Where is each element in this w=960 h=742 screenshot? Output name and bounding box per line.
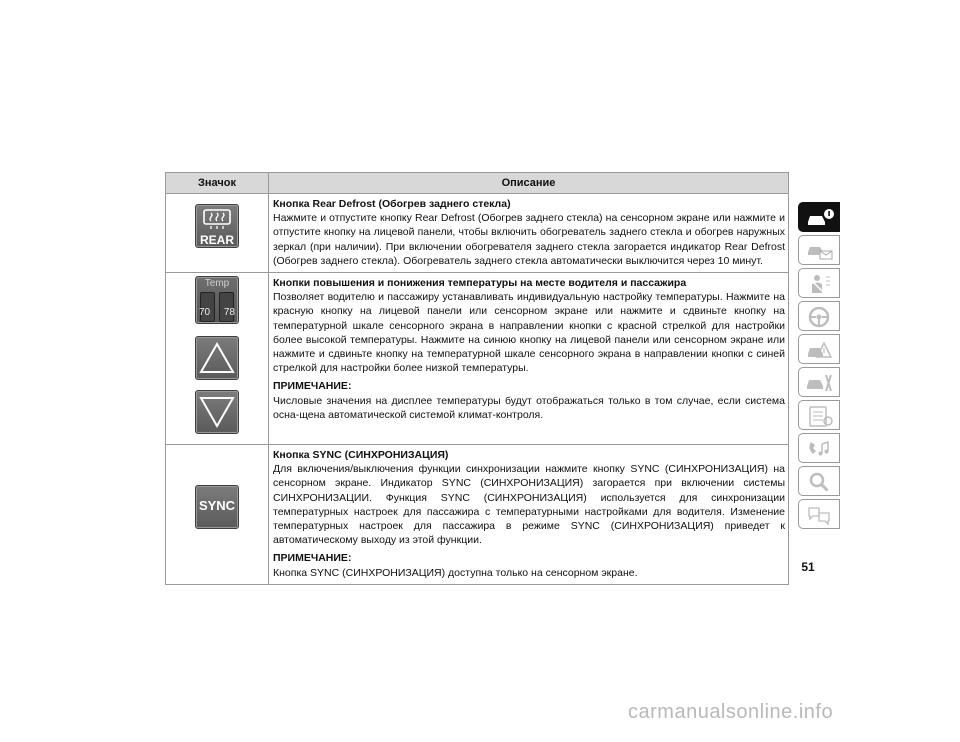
rear-defrost-icon xyxy=(195,204,239,248)
description-cell xyxy=(269,445,789,585)
row-title: Кнопка SYNC (СИНХРОНИЗАЦИЯ) xyxy=(273,449,449,462)
phone-music-icon xyxy=(805,438,835,460)
defrost-glyph-icon xyxy=(202,208,232,232)
chapter-tab-specifications[interactable] xyxy=(798,400,840,430)
chapter-tabs xyxy=(798,202,842,532)
note-title: ПРИМЕЧАНИЕ: xyxy=(273,380,352,393)
triangle-up-icon xyxy=(196,337,238,379)
table-row xyxy=(166,194,789,273)
chapter-tab-vehicle-info[interactable] xyxy=(798,202,840,232)
checklist-icon xyxy=(805,405,835,427)
chapter-tab-driving[interactable] xyxy=(798,301,840,331)
driver-temp-value: 70 xyxy=(199,307,211,319)
car-envelope-icon xyxy=(805,240,835,262)
temp-label: Temp xyxy=(204,278,230,290)
sync-icon xyxy=(195,485,239,529)
seat-belt-person-icon xyxy=(805,273,835,295)
icon-cell xyxy=(166,445,269,585)
row-text: Нажмите и отпустите кнопку Rear Defrost (Обогрев заднего стекла) на сенсорном экране или нажмите и отпустите кнопку на лицевой панели, чтобы включить обогреватель заднего стекла и обогрев наружных зеркал (при наличии). При включении обогревателя заднего стекла загорается индикатор Rear Defrost (Обогрев заднего стекла). Обогреватель заднего стекла автоматически выключится через 10 минут. xyxy=(273,212,785,267)
chapter-tab-emergencies[interactable] xyxy=(798,334,840,364)
row-title: Кнопки повышения и понижения температуры на месте водителя и пассажира xyxy=(273,277,687,290)
chapter-tab-getting-started[interactable] xyxy=(798,235,840,265)
temperature-icon xyxy=(195,276,239,324)
sync-label: SYNC xyxy=(198,498,236,514)
car-tools-icon xyxy=(805,372,835,394)
chapter-tab-index[interactable] xyxy=(798,499,840,529)
description-cell xyxy=(269,194,789,273)
note-text: Числовые значения на дисплее температуры будут отображаться только в том случае, если система осна-щена автоматической системой климат-контроля. xyxy=(273,394,785,421)
header-icon: Значок xyxy=(166,173,269,194)
chapter-tab-maintenance[interactable] xyxy=(798,367,840,397)
header-description: Описание xyxy=(269,173,789,194)
magnifier-icon xyxy=(805,471,835,493)
watermark: carmanualsonline.info xyxy=(628,701,834,723)
table-row xyxy=(166,273,789,445)
triangle-down-icon xyxy=(196,391,238,433)
description-cell xyxy=(269,273,789,445)
car-crash-icon xyxy=(805,339,835,361)
row-text: Для включения/выключения функции синхронизации нажмите кнопку SYNC (СИНХРОНИЗАЦИЯ) на сенсорном экране. Индикатор SYNC (СИНХРОНИЗАЦИЯ) загорается при включении системы СИНХРОНИЗАЦИИ. Функция SYNC (СИНХРОНИЗАЦИЯ) используется для синхронизации температурных настроек для пассажира с температурными настройками для водителя. Изменение температурных настроек для пассажира в режиме SYNC (СИНХРОНИЗАЦИЯ) приведет к автоматическому выходу из этой функции. xyxy=(273,463,785,547)
page-number: 51 xyxy=(801,560,815,574)
note-text: Кнопка SYNC (СИНХРОНИЗАЦИЯ) доступна только на сенсорном экране. xyxy=(273,566,638,579)
controls-table xyxy=(165,172,789,585)
icon-cell xyxy=(166,194,269,273)
table-header-row xyxy=(166,173,789,194)
steering-wheel-icon xyxy=(805,306,835,328)
chapter-tab-customer-assistance[interactable] xyxy=(798,466,840,496)
temp-up-icon xyxy=(195,336,239,380)
chapter-tab-multimedia[interactable] xyxy=(798,433,840,463)
note-title: ПРИМЕЧАНИЕ: xyxy=(273,552,352,565)
row-title: Кнопка Rear Defrost (Обогрев заднего стекла) xyxy=(273,198,511,210)
row-text: Позволяет водителю и пассажиру устанавливать индивидуальную настройку температуры. Нажмите на красную кнопку на лицевой панели или сенсорном экране или нажмите и сдвиньте кнопку на температурной шкале сенсорного экрана в направлении кнопки с красной стрелкой для настройки более высокой температуры. Нажмите на синюю кнопку на лицевой панели или сенсорном экране или нажмите и сдвиньте кнопку на температурной шкале сенсорного экрана в направлении кнопки с синей стрелкой для настройки более низкой температуры. xyxy=(273,291,785,375)
passenger-temp-value: 78 xyxy=(223,307,235,319)
temp-down-icon xyxy=(195,390,239,434)
chapter-tab-safety[interactable] xyxy=(798,268,840,298)
multilanguage-icon xyxy=(805,504,835,526)
rear-label: REAR xyxy=(199,233,234,247)
icon-cell xyxy=(166,273,269,445)
table-row xyxy=(166,445,789,585)
car-info-icon xyxy=(805,207,835,229)
